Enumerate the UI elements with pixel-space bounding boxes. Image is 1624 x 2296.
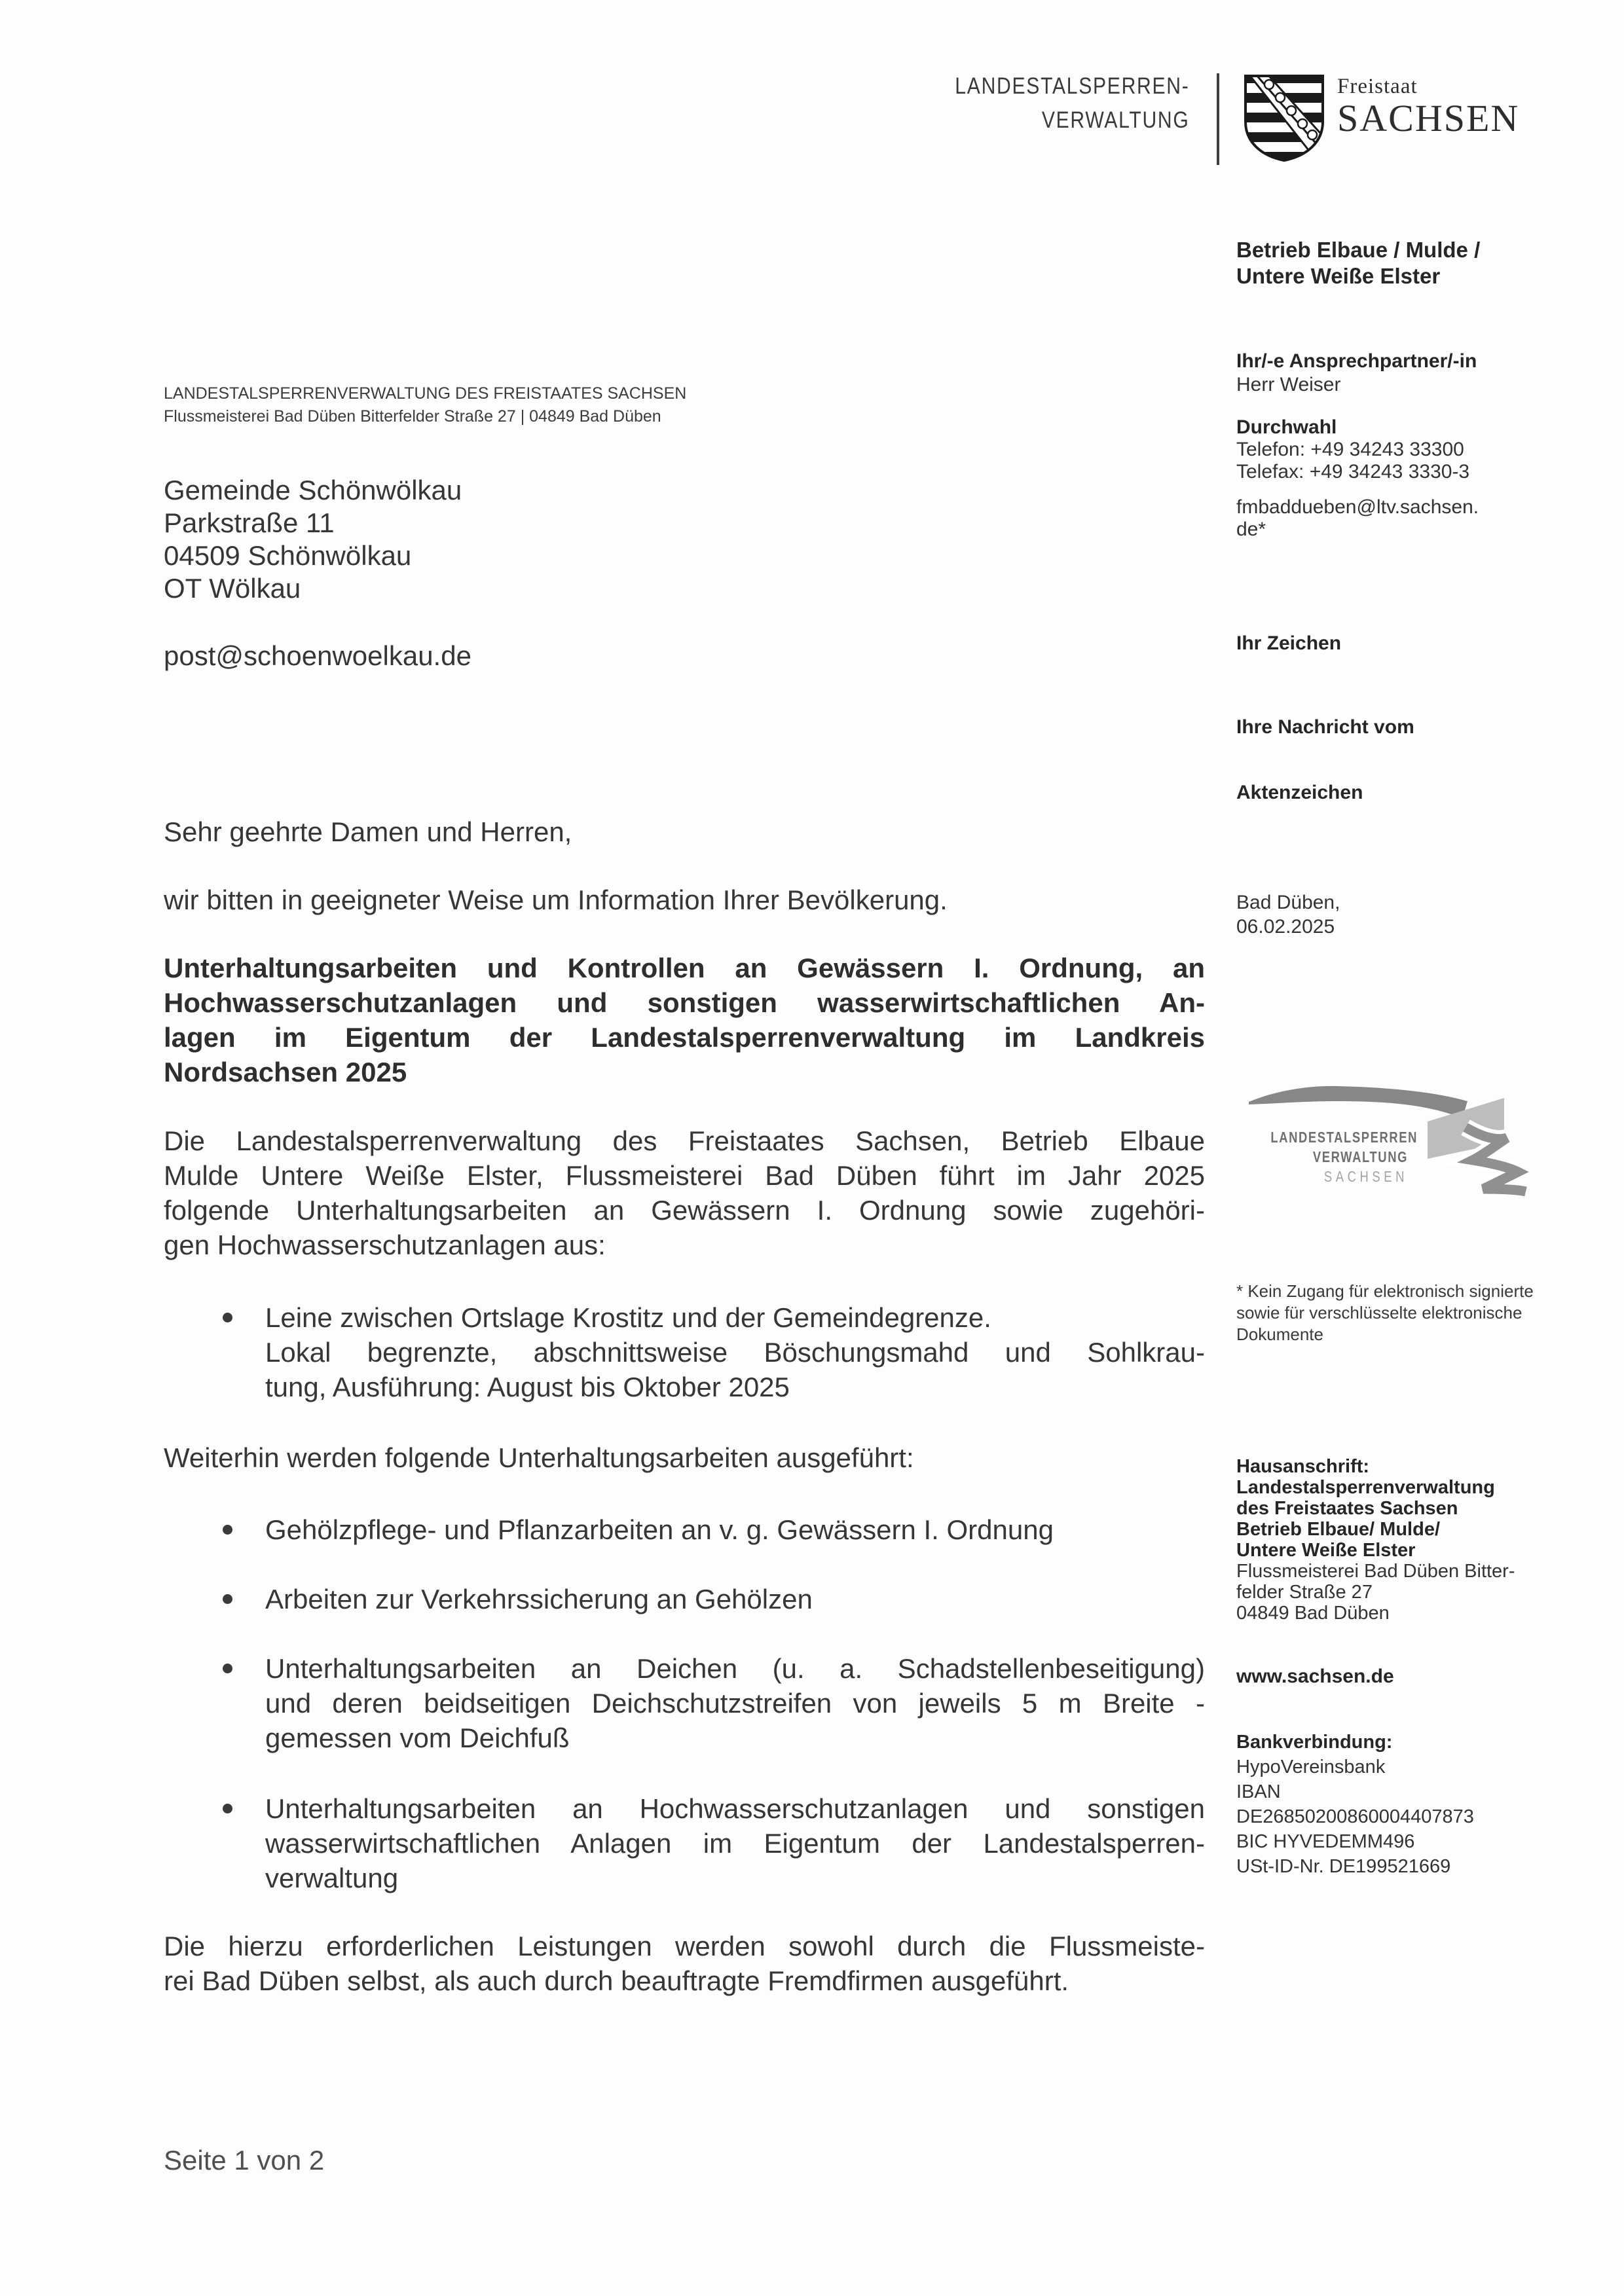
contact-label: Ihr/-e Ansprechpartner/-in [1236, 350, 1477, 372]
operating-unit [1236, 237, 1544, 289]
bank-label: Bankverbindung: [1236, 1732, 1393, 1753]
bullet-icon [223, 1664, 232, 1673]
ihr-zeichen-label: Ihr Zeichen [1236, 632, 1342, 654]
subject-heading-line: Nordsachsen 2025 [164, 1057, 407, 1087]
subject-heading-line: lagen im Eigentum der Landestalsperrenverwaltung im Landkreis [164, 1022, 1205, 1053]
list-item-leine-title: Leine zwischen Ortslage Krostitz und der Gemeindegrenze. [265, 1302, 991, 1335]
list-item-deiche [164, 1651, 1205, 1755]
ltv-logo-wordmark [1270, 1127, 1418, 1186]
hausanschrift-line4: Untere Weiße Elster [1236, 1540, 1416, 1561]
office-email-line1: fmbaddueben@ltv.sachsen. [1236, 496, 1479, 518]
ltv-wordmark-line3: SACHSEN [1323, 1168, 1408, 1185]
ihre-nachricht-label: Ihre Nachricht vom [1236, 716, 1414, 738]
list-item-verkehrssicherung-line: Arbeiten zur Verkehrssicherung an Gehölzen [265, 1584, 813, 1614]
date: 06.02.2025 [1236, 916, 1335, 938]
list-item-leine [164, 1300, 1205, 1404]
place-and-date [1236, 890, 1544, 939]
place: Bad Düben, [1236, 892, 1340, 913]
list-item-hochwasserschutz [164, 1791, 1205, 1895]
sender-line2: Flussmeisterei Bad Düben Bitterfelder Straße 27 | 04849 Bad Düben [164, 407, 661, 426]
salutation: Sehr geehrte Damen und Herren, [164, 816, 572, 847]
recipient-name: Gemeinde Schönwölkau [164, 475, 462, 505]
phone-block [1236, 416, 1544, 483]
subject-heading [164, 951, 1205, 1089]
hausanschrift-line6: felder Straße 27 [1236, 1582, 1373, 1603]
ltv-wordmark-line2: VERWALTUNG [1312, 1148, 1408, 1165]
org-name-line2: VERWALTUNG [1042, 107, 1190, 133]
state-wordmark [1337, 73, 1519, 137]
list-item-leine-line: Lokal begrenzte, abschnittsweise Böschungsmahd und Sohlkrau- [265, 1337, 1205, 1368]
durchwahl-label: Durchwahl [1236, 416, 1337, 438]
ltv-wordmark-line1: LANDESTALSPERREN [1270, 1129, 1418, 1146]
list-item-hochwasserschutz-line: Unterhaltungsarbeiten an Hochwasserschutzanlagen und sonstigen [265, 1793, 1205, 1824]
operating-unit-line2: Untere Weiße Elster [1236, 264, 1441, 288]
list-item-hochwasserschutz-line: wasserwirtschaftlichen Anlagen im Eigentum der Landestalsperren- [265, 1828, 1205, 1859]
bullet-icon [223, 1313, 232, 1322]
recipient-email: post@schoenwoelkau.de [164, 640, 471, 671]
page-number: Seite 1 von 2 [164, 2145, 325, 2176]
office-email-line2: de* [1236, 519, 1266, 540]
hausanschrift-line2: des Freistaates Sachsen [1236, 1498, 1458, 1519]
bank-details [1236, 1730, 1544, 1879]
closing-paragraph [164, 1929, 1205, 1998]
email-footnote [1236, 1281, 1544, 1345]
operating-unit-line1: Betrieb Elbaue / Mulde / [1236, 238, 1481, 262]
email-footnote-line3: Dokumente [1236, 1324, 1323, 1344]
sender-return-address [164, 382, 686, 428]
list-item-gehoelzpflege [164, 1512, 1205, 1547]
office-email [1236, 496, 1544, 541]
intro-sentence: wir bitten in geeigneter Weise um Information Ihrer Bevölkerung. [164, 884, 948, 915]
recipient-street: Parkstraße 11 [164, 507, 335, 538]
letterhead-org-name [955, 69, 1190, 137]
sender-line1: LANDESTALSPERRENVERWALTUNG DES FREISTAATES SACHSEN [164, 384, 687, 403]
subject-heading-line: Hochwasserschutzanlagen und sonstigen wasserwirtschaftlichen An- [164, 987, 1205, 1018]
bullet-icon [223, 1804, 232, 1813]
telefax-number: Telefax: +49 34243 3330-3 [1236, 461, 1470, 483]
list-item-verkehrssicherung [164, 1582, 1205, 1616]
closing-paragraph-line: rei Bad Düben selbst, als auch durch beauftragte Fremdfirmen ausgeführt. [164, 1965, 1069, 1996]
hausanschrift-label: Hausanschrift: [1236, 1456, 1370, 1477]
telefon-number: Telefon: +49 34243 33300 [1236, 439, 1464, 460]
bullet-icon [223, 1525, 232, 1535]
bic-value: BIC HYVEDEMM496 [1236, 1831, 1415, 1852]
state-wordmark-line1: Freistaat [1337, 75, 1418, 98]
list-item-deiche-line: Unterhaltungsarbeiten an Deichen (u. a. Schadstellenbeseitigung) [265, 1653, 1205, 1684]
intro-paragraph-line: Mulde Untere Weiße Elster, Flussmeisterei Bad Düben führt im Jahr 2025 [164, 1160, 1205, 1191]
ustid-value: USt-ID-Nr. DE199521669 [1236, 1856, 1451, 1877]
bank-name: HypoVereinsbank [1236, 1757, 1386, 1777]
list-item-hochwasserschutz-line: verwaltung [265, 1863, 399, 1893]
contact-block [1236, 350, 1544, 397]
email-footnote-line2: sowie für verschlüsselte elektronische [1236, 1303, 1522, 1322]
bullet-icon [223, 1594, 232, 1604]
subject-heading-line: Unterhaltungsarbeiten und Kontrollen an Gewässern I. Ordnung, an [164, 953, 1205, 983]
recipient-city: 04509 Schönwölkau [164, 540, 412, 571]
contact-name: Herr Weiser [1236, 374, 1341, 395]
website-url: www.sachsen.de [1236, 1666, 1394, 1687]
hausanschrift-line7: 04849 Bad Düben [1236, 1603, 1390, 1624]
email-footnote-line1: * Kein Zugang für elektronisch signierte [1236, 1281, 1534, 1301]
weiterhin-sentence: Weiterhin werden folgende Unterhaltungsarbeiten ausgeführt: [164, 1442, 914, 1473]
intro-paragraph-line: folgende Unterhaltungsarbeiten an Gewässern I. Ordnung sowie zugehöri- [164, 1195, 1205, 1226]
intro-paragraph [164, 1123, 1205, 1262]
postal-address-block [1236, 1456, 1544, 1624]
hausanschrift-line3: Betrieb Elbaue/ Mulde/ [1236, 1519, 1440, 1540]
recipient-district: OT Wölkau [164, 573, 301, 604]
list-item-leine-line: tung, Ausführung: August bis Oktober 2025 [265, 1372, 790, 1402]
closing-paragraph-line: Die hierzu erforderlichen Leistungen werden sowohl durch die Flussmeiste- [164, 1931, 1205, 1961]
hausanschrift-line5: Flussmeisterei Bad Düben Bitter- [1236, 1561, 1515, 1582]
aktenzeichen-label: Aktenzeichen [1236, 782, 1363, 803]
hausanschrift-line1: Landestalsperrenverwaltung [1236, 1477, 1495, 1498]
header-divider [1217, 73, 1219, 165]
saxony-coat-of-arms-icon [1243, 73, 1325, 167]
intro-paragraph-line: gen Hochwasserschutzanlagen aus: [164, 1230, 606, 1260]
iban-label: IBAN [1236, 1781, 1281, 1802]
list-item-deiche-line: und deren beidseitigen Deichschutzstreifen von jeweils 5 m Breite - [265, 1688, 1205, 1719]
recipient-address [164, 474, 462, 605]
list-item-gehoelzpflege-line: Gehölzpflege- und Pflanzarbeiten an v. g. Gewässern I. Ordnung [265, 1514, 1054, 1545]
state-wordmark-line2: SACHSEN [1337, 97, 1520, 139]
intro-paragraph-line: Die Landestalsperrenverwaltung des Freistaates Sachsen, Betrieb Elbaue [164, 1125, 1205, 1156]
org-name-line1: LANDESTALSPERREN- [955, 73, 1190, 99]
iban-value: DE26850200860004407873 [1236, 1806, 1474, 1827]
list-item-deiche-line: gemessen vom Deichfuß [265, 1722, 570, 1753]
